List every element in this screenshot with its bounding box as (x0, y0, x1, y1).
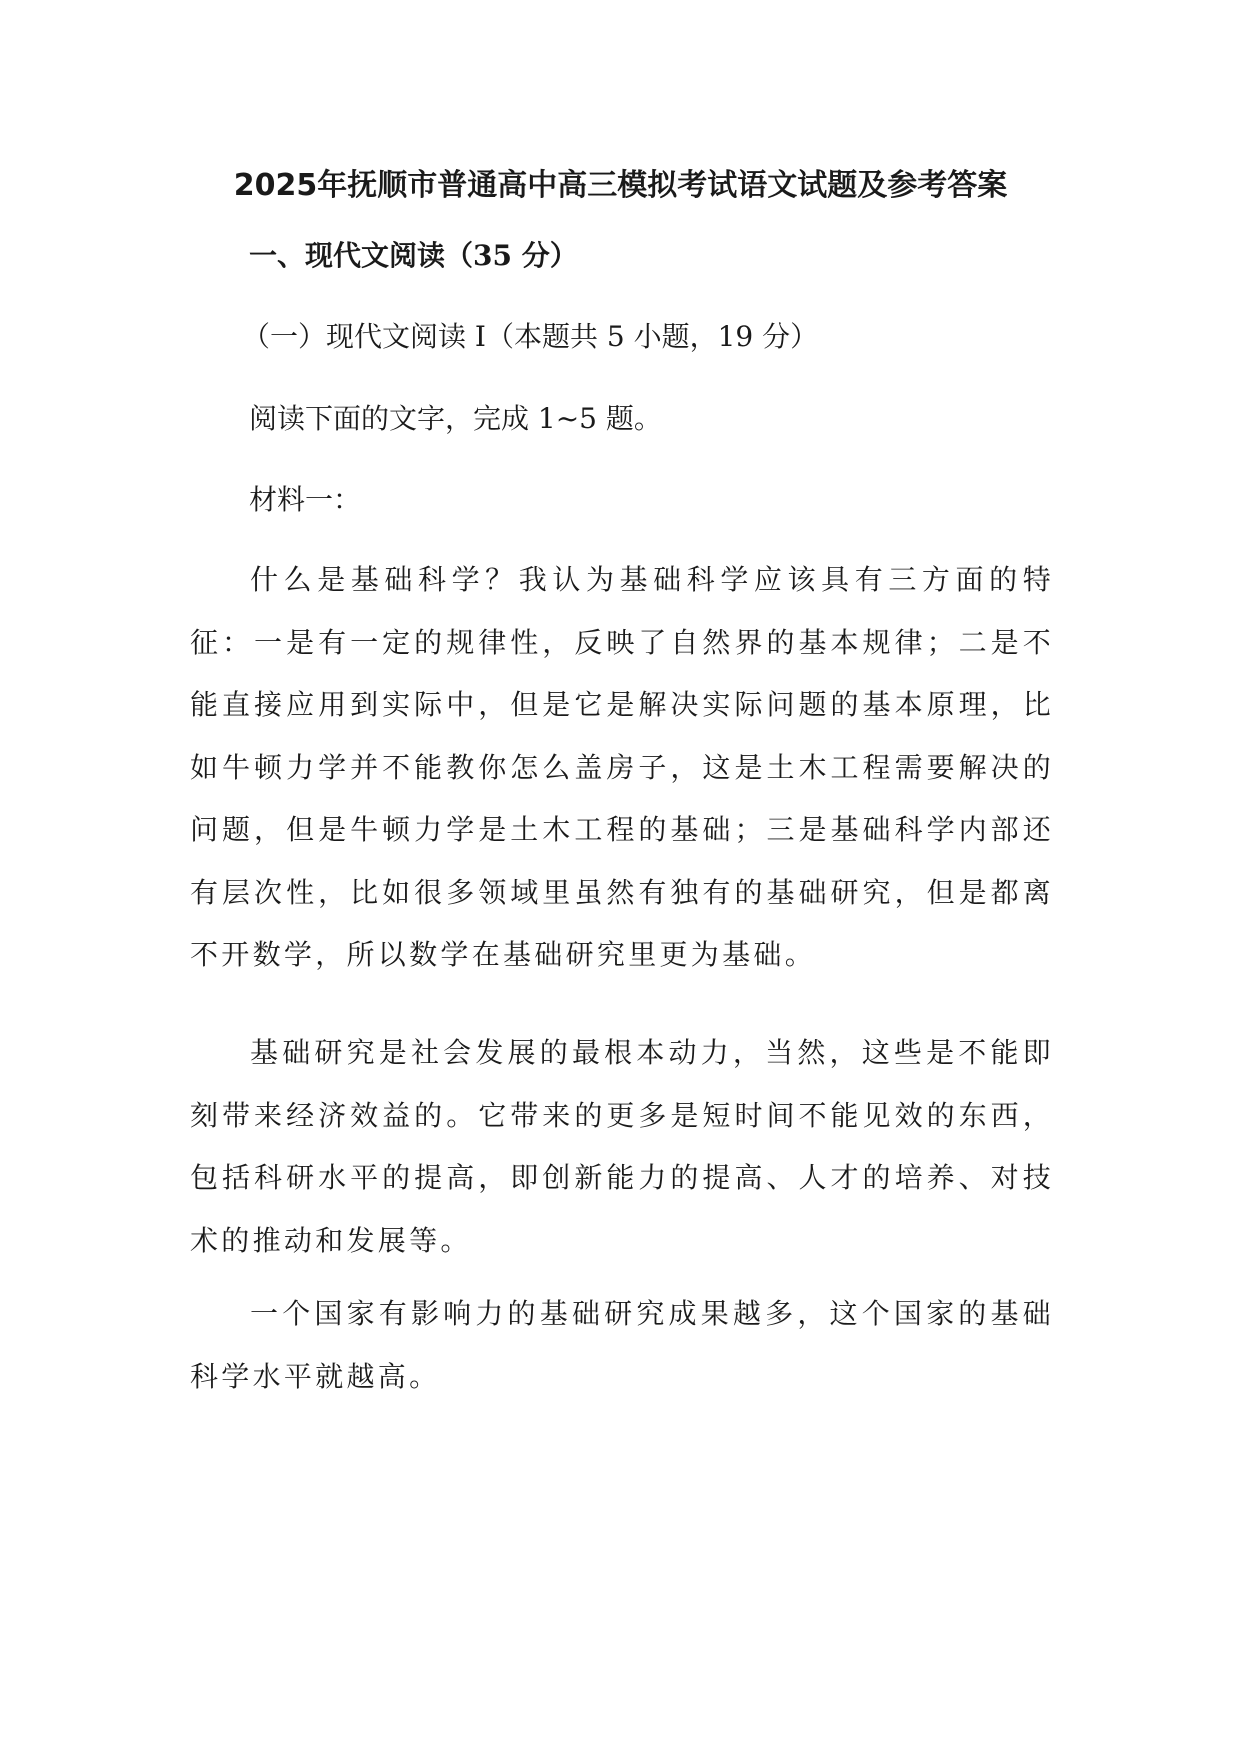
body-paragraph: 基础研究是社会发展的最根本动力，当然，这些是不能即刻带来经济效益的。它带来的更多是短时间不能见效的东西，包括科研水平的提高，即创新能力的提高、人才的培养、对技术的推动和发展等。 (190, 1036, 1054, 1257)
reading-instruction: 阅读下面的文字，完成 1~5 题。 (249, 402, 662, 435)
section-heading: 一、现代文阅读（35 分） (249, 239, 578, 272)
body-paragraph: 什么是基础科学？我认为基础科学应该具有三方面的特征：一是有一定的规律性，反映了自然界的基本规律；二是不能直接应用到实际中，但是它是解决实际问题的基本原理，比如牛顿力学并不能教你怎么盖房子，这是土木工程需要解决的问题，但是牛顿力学是土木工程的基础；三是基础科学内部还有层次性，比如很多领域里虽然有独有的基础研究，但是都离不开数学，所以数学在基础研究里更为基础。 (190, 563, 1054, 971)
body-paragraph: 一个国家有影响力的基础研究成果越多，这个国家的基础科学水平就越高。 (190, 1297, 1054, 1393)
subsection-heading: （一）现代文阅读 I（本题共 5 小题，19 分） (242, 320, 819, 353)
document-title: 2025年抚顺市普通高中高三模拟考试语文试题及参考答案 (233, 168, 1008, 203)
material-label: 材料一： (249, 483, 362, 516)
